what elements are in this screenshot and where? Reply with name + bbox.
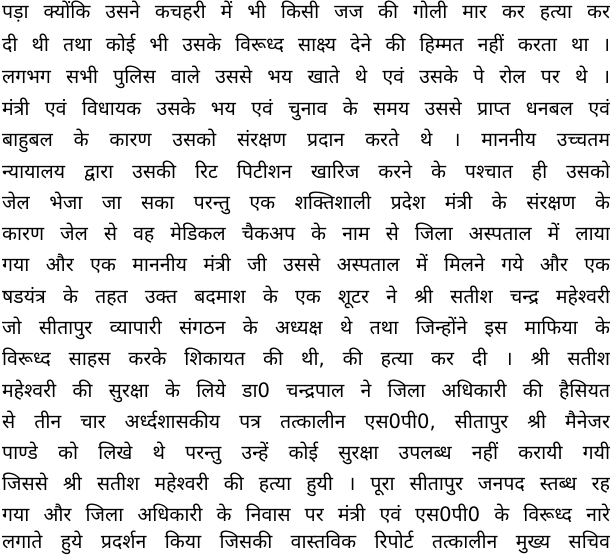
- text-line: मंत्री एवं विधायक उसके भय एवं चुनाव के समय उससे प्राप्त धनबल एवं: [2, 97, 610, 120]
- text-line: महेश्वरी की सुरक्षा के लिये डा0 चन्द्रपाल ने जिला अधिकारी की हैसियत: [2, 379, 610, 402]
- text-line: से तीन चार अर्ध्दशासकीय पत्र तत्कालीन एस0पी0, सीतापुर श्री मैनेजर: [2, 410, 610, 433]
- text-line: लगाते हुये प्रदर्शन किया जिसकी वास्तविक रिपोर्ट तत्कालीन मुख्य सचिव: [2, 530, 610, 553]
- text-line: जो सीतापुर व्यापारी संगठन के अध्यक्ष थे तथा जिन्होंने इस माफिया के: [2, 316, 610, 339]
- text-line: बाहुबल के कारण उसको संरक्षण प्रदान करते थे । माननीय उच्चतम: [2, 128, 610, 151]
- text-line: जेल भेजा जा सका परन्तु एक शक्तिशाली प्रदेश मंत्री के संरक्षण के: [2, 191, 610, 214]
- text-line: पड़ा क्योंकि उसने कचहरी में भी किसी जज की गोली मार कर हत्या कर: [2, 0, 610, 23]
- text-line: विरूध्द साहस करके शिकायत की थी, की हत्या कर दी । श्री सतीश: [2, 347, 610, 370]
- text-line: लगभग सभी पुलिस वाले उससे भय खाते थे एवं उसके पे रोल पर थे ।: [2, 65, 610, 88]
- text-line: कारण जेल से वह मेडिकल चैकअप के नाम से जिला अस्पताल में लाया: [2, 222, 610, 245]
- text-line: षडयंत्र के तहत उक्त बदमाश के एक शूटर ने श्री सतीश चन्द्र महेश्वरी: [2, 285, 610, 308]
- text-line: न्यायालय द्वारा उसकी रिट पिटीशन खारिज करने के पश्चात ही उसको: [2, 160, 610, 183]
- text-line: गया और एक माननीय मंत्री जी उससे अस्पताल में मिलने गये और एक: [2, 253, 610, 276]
- text-line: जिससे श्री सतीश महेश्वरी की हत्या हुयी । पूरा सीतापुर जनपद स्तब्ध रह: [2, 472, 610, 495]
- text-line: दी थी तथा कोई भी उसके विरूध्द साक्ष्य देने की हिम्मत नहीं करता था ।: [2, 33, 610, 56]
- text-line: गया और जिला अधिकारी के निवास पर मंत्री एवं एस0पी0 के विरूध्द नारे: [2, 503, 610, 526]
- text-line: पाण्डे को लिखे थे परन्तु उन्हें कोई सुरक्षा उपलब्ध नहीं करायी गयी: [2, 441, 610, 464]
